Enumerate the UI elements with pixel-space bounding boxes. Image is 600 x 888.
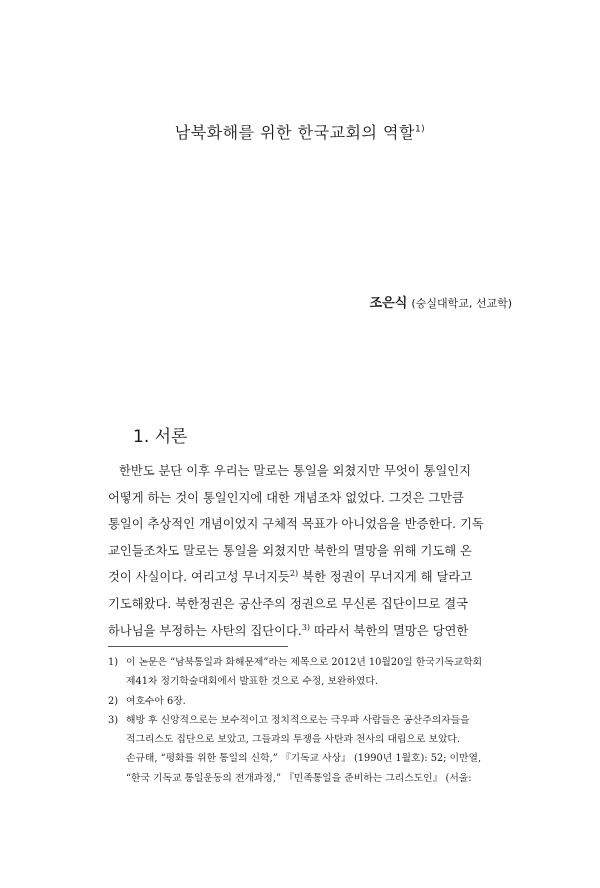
footnote-line: 여호수아 6장. <box>126 695 186 707</box>
paper-title <box>0 120 600 143</box>
author-name: 조은식 <box>369 296 408 311</box>
title-footnote-marker: 1) <box>414 124 426 135</box>
footnote-text <box>126 711 502 788</box>
footnote-item <box>108 692 502 711</box>
footnote-divider <box>108 646 288 647</box>
body-line <box>108 618 500 645</box>
footnote-line: “한국 기독교 통일운동의 전개과정,” 『민족통일을 준비하는 그리스도인』 (서울: <box>126 772 472 784</box>
footnote-text <box>126 653 502 692</box>
footnote-item <box>108 711 502 788</box>
footnote-number: 3) <box>108 714 119 726</box>
footnote-line: 해방 후 신앙적으로는 보수적이고 정치적으로는 극우파 사람들은 공산주의자들을 <box>126 714 470 726</box>
footnote-number: 2) <box>108 695 119 707</box>
footnotes <box>108 653 502 788</box>
footnote-line: 손규태, “평화를 위한 통일의 신학,” 『기독교 사상』 (1990년 1월호): 52; 이만열, <box>126 753 482 765</box>
footnote-marker: 3) <box>301 622 311 632</box>
footnote-text <box>126 692 502 711</box>
body-line-text: 하나님을 부정하는 사탄의 집단이다. <box>108 623 302 638</box>
footnote-line: 이 논문은 “남북통일과 화해문제”라는 제목으로 2012년 10월20일 한국기독교학회 <box>126 657 483 668</box>
body-line-text: 북한 정권이 무너지게 해 달라고 <box>298 570 473 585</box>
footnote-marker: 2) <box>289 569 299 579</box>
body-line: 교인들조차도 말로는 통일을 외쳤지만 북한의 멸망을 위해 기도해 온 <box>108 543 472 558</box>
section-heading: 1. 서론 <box>133 427 188 447</box>
footnote-item <box>108 653 502 692</box>
footnote-number: 1) <box>108 657 119 668</box>
body-line: 기도해왔다. 북한정권은 공산주의 정권으로 무신론 집단이므로 결국 <box>108 596 468 611</box>
body-line-text: 따라서 북한의 멸망은 당연한 <box>310 623 469 638</box>
author-line <box>370 292 512 311</box>
footnote-line: 적그리스도 집단으로 보았고, 그들과의 투쟁을 사탄과 천사의 대립으로 보았다. <box>126 734 460 746</box>
body-line: 통일이 추상적인 개념이었지 구체적 목표가 아니었음을 반증한다. 기독 <box>108 517 484 532</box>
author-affiliation: (숭실대학교, 선교학) <box>411 297 512 310</box>
body-paragraph <box>108 458 500 644</box>
footnote-line: 제41차 정기학술대회에서 발표한 것으로 수정, 보완하였다. <box>126 676 378 688</box>
title-text: 남북화해를 위한 한국교회의 역할 <box>174 123 415 142</box>
body-line: 어떻게 하는 것이 통일인지에 대한 개념조차 없었다. 그것은 그만큼 <box>108 490 464 505</box>
body-line <box>108 564 500 591</box>
body-line: 한반도 분단 이후 우리는 말로는 통일을 외쳤지만 무엇이 통일인지 <box>119 464 471 478</box>
body-line-text: 것이 사실이다. 여리고성 무너지듯 <box>108 570 290 585</box>
